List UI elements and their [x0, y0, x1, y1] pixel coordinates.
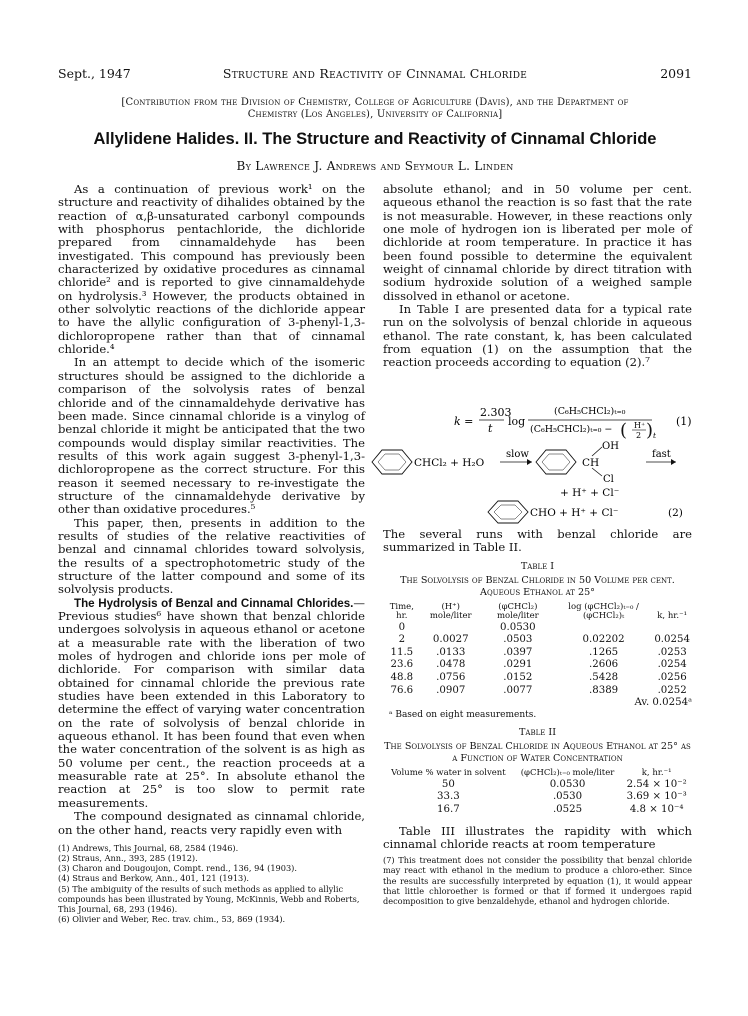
table2-header: k, hr.⁻¹	[641, 768, 672, 779]
cell: .0077	[503, 684, 533, 696]
reaction-scheme	[370, 440, 692, 524]
table1-label: Table I	[520, 560, 555, 572]
cell: .1265	[589, 646, 619, 658]
table2-label: Table II	[519, 727, 556, 739]
footnote: (4) Straus and Berkow, Ann., 401, 121 (1913).	[58, 873, 250, 884]
table-row	[383, 672, 692, 685]
cell	[555, 622, 652, 635]
cell: .5428	[589, 672, 619, 684]
author-line: By Lawrence J. Andrews and Seymour L. Linden	[236, 159, 514, 173]
footnote: (6) Olivier and Weber, Rec. trav. chim., 53, 869 (1934).	[58, 914, 286, 925]
cell	[652, 622, 692, 635]
table1-header: (H⁺) mole/liter	[429, 601, 472, 622]
cell: 4.8 × 10⁻⁴	[629, 803, 684, 815]
svg-text:): )	[646, 420, 654, 441]
cell: .8389	[589, 684, 619, 696]
table1-note: ᵃ Based on eight measurements.	[389, 710, 537, 721]
paragraph: absolute ethanol; and in 50 volume per cent. aqueous ethanol the reaction is so fast that the rate is not measurable. However, in these reactions only one mole of hydrogen ion is liberated per mole of dichloride at room temperature. In practice it has been found possible to determine the equivalent weight of cinnamal chloride by direct titration with sodium hydroxide solution of a weighed sample dissolved in ethanol or acetone.	[383, 182, 692, 303]
table1-header: Time, hr.	[389, 601, 414, 622]
table1-caption: The Solvolysis of Benzal Chloride in 50 Volume per cent. Aqueous Ethanol at 25°	[400, 574, 675, 598]
section-heading: The Hydrolysis of Benzal and Cinnamal Chlorides.	[74, 596, 354, 610]
cell: 0.02202	[582, 634, 625, 646]
paragraph-text: —Previous studies⁶ have shown that benzal chloride undergoes solvolysis in aqueous ethanol or acetone at a measurable rate with the liberation of two moles of hydrogen and chloride ions per mole of dichloride. For comparison with similar data obtained for cinnamal chloride the previous rate studies have been extended in this Laboratory to determine the effect of varying water concentration on the rate of solvolysis of benzal chloride in aqueous ethanol. It has been found that even when the water concentration of the solvent is as high as 50 volume per cent., the reaction proceeds at a measurable rate at 25°. In absolute ethanol the reaction at 25° is too slow to permit rate measurements.	[58, 595, 365, 810]
contribution-line-1: [Contribution from the Division of Chemistry, College of Agriculture (Davis), and the Department of	[121, 97, 629, 108]
table1-average: Av. 0.0254ᵃ	[634, 697, 692, 709]
eq2-number: (2)	[668, 507, 683, 519]
cell: .0503	[503, 634, 533, 646]
cell: .0133	[436, 646, 466, 658]
cell: 33.3	[437, 791, 460, 803]
cell	[421, 622, 481, 635]
table-row	[383, 622, 692, 635]
chloro: Cl	[603, 474, 614, 485]
paragraph-with-heading	[58, 597, 365, 811]
table2-caption: The Solvolysis of Benzal Chloride in Aqueous Ethanol at 25° as a Function of Water Concentration	[384, 741, 691, 765]
cell: .0291	[503, 659, 533, 671]
cell: .0525	[552, 803, 583, 815]
cell: 3.69 × 10⁻³	[626, 791, 687, 803]
cell: .0252	[657, 684, 687, 696]
cell: 0.0254	[654, 634, 690, 646]
fast-label: fast	[652, 449, 671, 460]
eq-two: 2	[636, 431, 642, 440]
benzene-ring-icon	[372, 450, 412, 474]
cell: 2	[398, 634, 406, 646]
header-title: Structure and Reactivity of Cinnamal Chloride	[222, 66, 528, 81]
cell: 48.8	[390, 672, 414, 684]
footnote: (1) Andrews, This Journal, 68, 2584 (1946).	[58, 842, 239, 853]
paragraph: In an attempt to decide which of the isomeric structures should be assigned to the dichloride a comparison of the solvolysis rates of benzal chloride and of the cinnamaldehyde derivative has been made. Since cinnamal chloride is a vinylog of benzal chloride it might be anticipated that the two compounds would display similar reactivities. The results of this work again suggest 3-phenyl-1,3-dichloropropene as the correct structure. For this reason it seemed necessary to re-investigate the structure of the cinnamaldehyde derivative by other than oxidative procedures.⁵	[58, 355, 365, 517]
page-number: 2091	[660, 66, 692, 81]
table-row	[383, 685, 692, 698]
eq-coefficient: 2.303	[480, 406, 512, 419]
table1-header: log (φCHCl₂)ₜ₌₀ / (φCHCl₂)ₜ	[568, 601, 639, 622]
table1	[383, 603, 692, 698]
eq-h-ion: H⁺	[634, 421, 646, 430]
right-column-top	[383, 183, 692, 370]
cell: 11.5	[390, 646, 414, 658]
eq-sub-t: t	[653, 431, 657, 440]
cell: .0254	[657, 659, 687, 671]
table1-header: k, hr.⁻¹	[657, 611, 688, 622]
footnote: (5) The ambiguity of the results of such methods as applied to allylic compounds has been illustrated by Young, McKinnis, Webb and Roberts, This Journal, 68, 293 (1946).	[58, 883, 360, 915]
table2-header: Volume % water in solvent	[391, 768, 506, 779]
cell: .0530	[552, 791, 583, 803]
table2-header: (φCHCl₂)ₜ₌₀ mole/liter	[520, 768, 615, 779]
table-row	[383, 779, 692, 792]
cell: 16.7	[437, 803, 460, 815]
paragraph: The compound designated as cinnamal chloride, on the other hand, reacts very rapidly even with	[58, 809, 365, 837]
header-date: Sept., 1947	[58, 66, 131, 81]
ions: + H⁺ + Cl⁻	[560, 487, 620, 499]
footnote: (2) Straus, Ann., 393, 285 (1912).	[58, 853, 198, 864]
paragraph: This paper, then, presents in addition to the results of studies of the relative reactivities of benzal and cinnamal chlorides toward solvolysis, the results of a spectrophotometric study of the structure of the latter compound and some of its solvolysis products.	[58, 515, 365, 597]
eq-numerator: (C₆H₅CHCl₂)ₜ₌₀	[554, 406, 626, 417]
cell: .0478	[436, 659, 466, 671]
intermediate-ch: CH	[582, 457, 600, 469]
eq-denominator: (C₆H₅CHCl₂)ₜ₌₀ −	[530, 424, 613, 435]
reactant: CHCl₂ + H₂O	[414, 457, 485, 469]
table1-header: (φCHCl₂) mole/liter	[496, 601, 539, 622]
table-row	[383, 804, 692, 817]
cell: 0.0027	[432, 634, 469, 646]
left-column	[58, 183, 365, 924]
paragraph: Table III illustrates the rapidity with which cinnamal chloride reacts at room temperature	[383, 823, 692, 851]
footnote-7: (7) This treatment does not consider the possibility that benzal chloride may react with ethanol in the medium to produce a chloro-ether. Since the results are successfully interpreted by equation (1), it would appear that little chloroether is formed or that if formed it undergoes rapid decomposition to give benzaldehyde, ethanol and hydrogen chloride.	[383, 855, 692, 907]
right-column-bottom	[383, 528, 692, 906]
benzene-ring-icon	[536, 450, 576, 474]
eq-t: t	[488, 422, 493, 435]
cell: 76.6	[390, 684, 414, 696]
paragraph: The several runs with benzal chloride are summarized in Table II.	[383, 527, 692, 555]
eq-k: k =	[454, 415, 474, 428]
table-row	[383, 659, 692, 672]
eq-number: (1)	[676, 415, 692, 428]
cell: .0253	[657, 646, 687, 658]
footnote: (3) Charon and Dougoujon, Compt. rend., 136, 94 (1903).	[58, 863, 297, 874]
cell: 50	[441, 778, 455, 790]
table-row	[383, 791, 692, 804]
paragraph: As a continuation of previous work¹ on the structure and reactivity of dihalides obtained by the reaction of α,β-unsaturated carbonyl compounds with phosphorus pentachloride, the dichloride prepared from cinnamaldehyde has been investigated. This compound has previously been characterized by oxidative procedures as cinnamal chloride² and is reported to give cinnamaldehyde on hydrolysis.³ However, the products obtained in other solvolytic reactions of the dichloride appear to have the allylic configuration of 3-phenyl-1,3-dichloropropene rather than that of cinnamal chloride.⁴	[58, 182, 365, 357]
cell: .0397	[503, 646, 533, 658]
cell: 0	[398, 621, 406, 633]
cell: .0256	[657, 672, 687, 684]
cell: .0756	[436, 672, 466, 684]
eq-log: log	[508, 415, 526, 428]
cell: .2606	[589, 659, 619, 671]
cell: .0907	[436, 684, 466, 696]
cell: 2.54 × 10⁻²	[626, 778, 687, 790]
svg-text:(: (	[620, 420, 628, 441]
cell: .0152	[503, 672, 533, 684]
table-row	[383, 647, 692, 660]
paragraph: In Table I are presented data for a typical rate run on the solvolysis of benzal chloride in aqueous ethanol. The rate constant, k, has been calculated from equation (1) on the assumption that the reaction proceeds according to equation (2).⁷	[383, 302, 692, 370]
table-row	[383, 634, 692, 647]
contribution-line-2: Chemistry (Los Angeles), University of California]	[247, 109, 503, 120]
cell: 0.0530	[500, 621, 536, 633]
contribution-line	[58, 97, 692, 121]
cell: 23.6	[390, 659, 414, 671]
slow-label: slow	[506, 449, 529, 460]
hydroxyl: OH	[602, 441, 619, 452]
rate-equation	[380, 403, 692, 441]
footnotes	[58, 843, 365, 925]
benzene-ring-icon	[488, 501, 528, 523]
table2	[383, 769, 692, 816]
article-title: Allylidene Halides. II. The Structure and Reactivity of Cinnamal Chloride	[93, 130, 657, 148]
running-header	[58, 66, 692, 82]
cell: 0.0530	[549, 778, 586, 790]
product: CHO + H⁺ + Cl⁻	[530, 507, 619, 519]
